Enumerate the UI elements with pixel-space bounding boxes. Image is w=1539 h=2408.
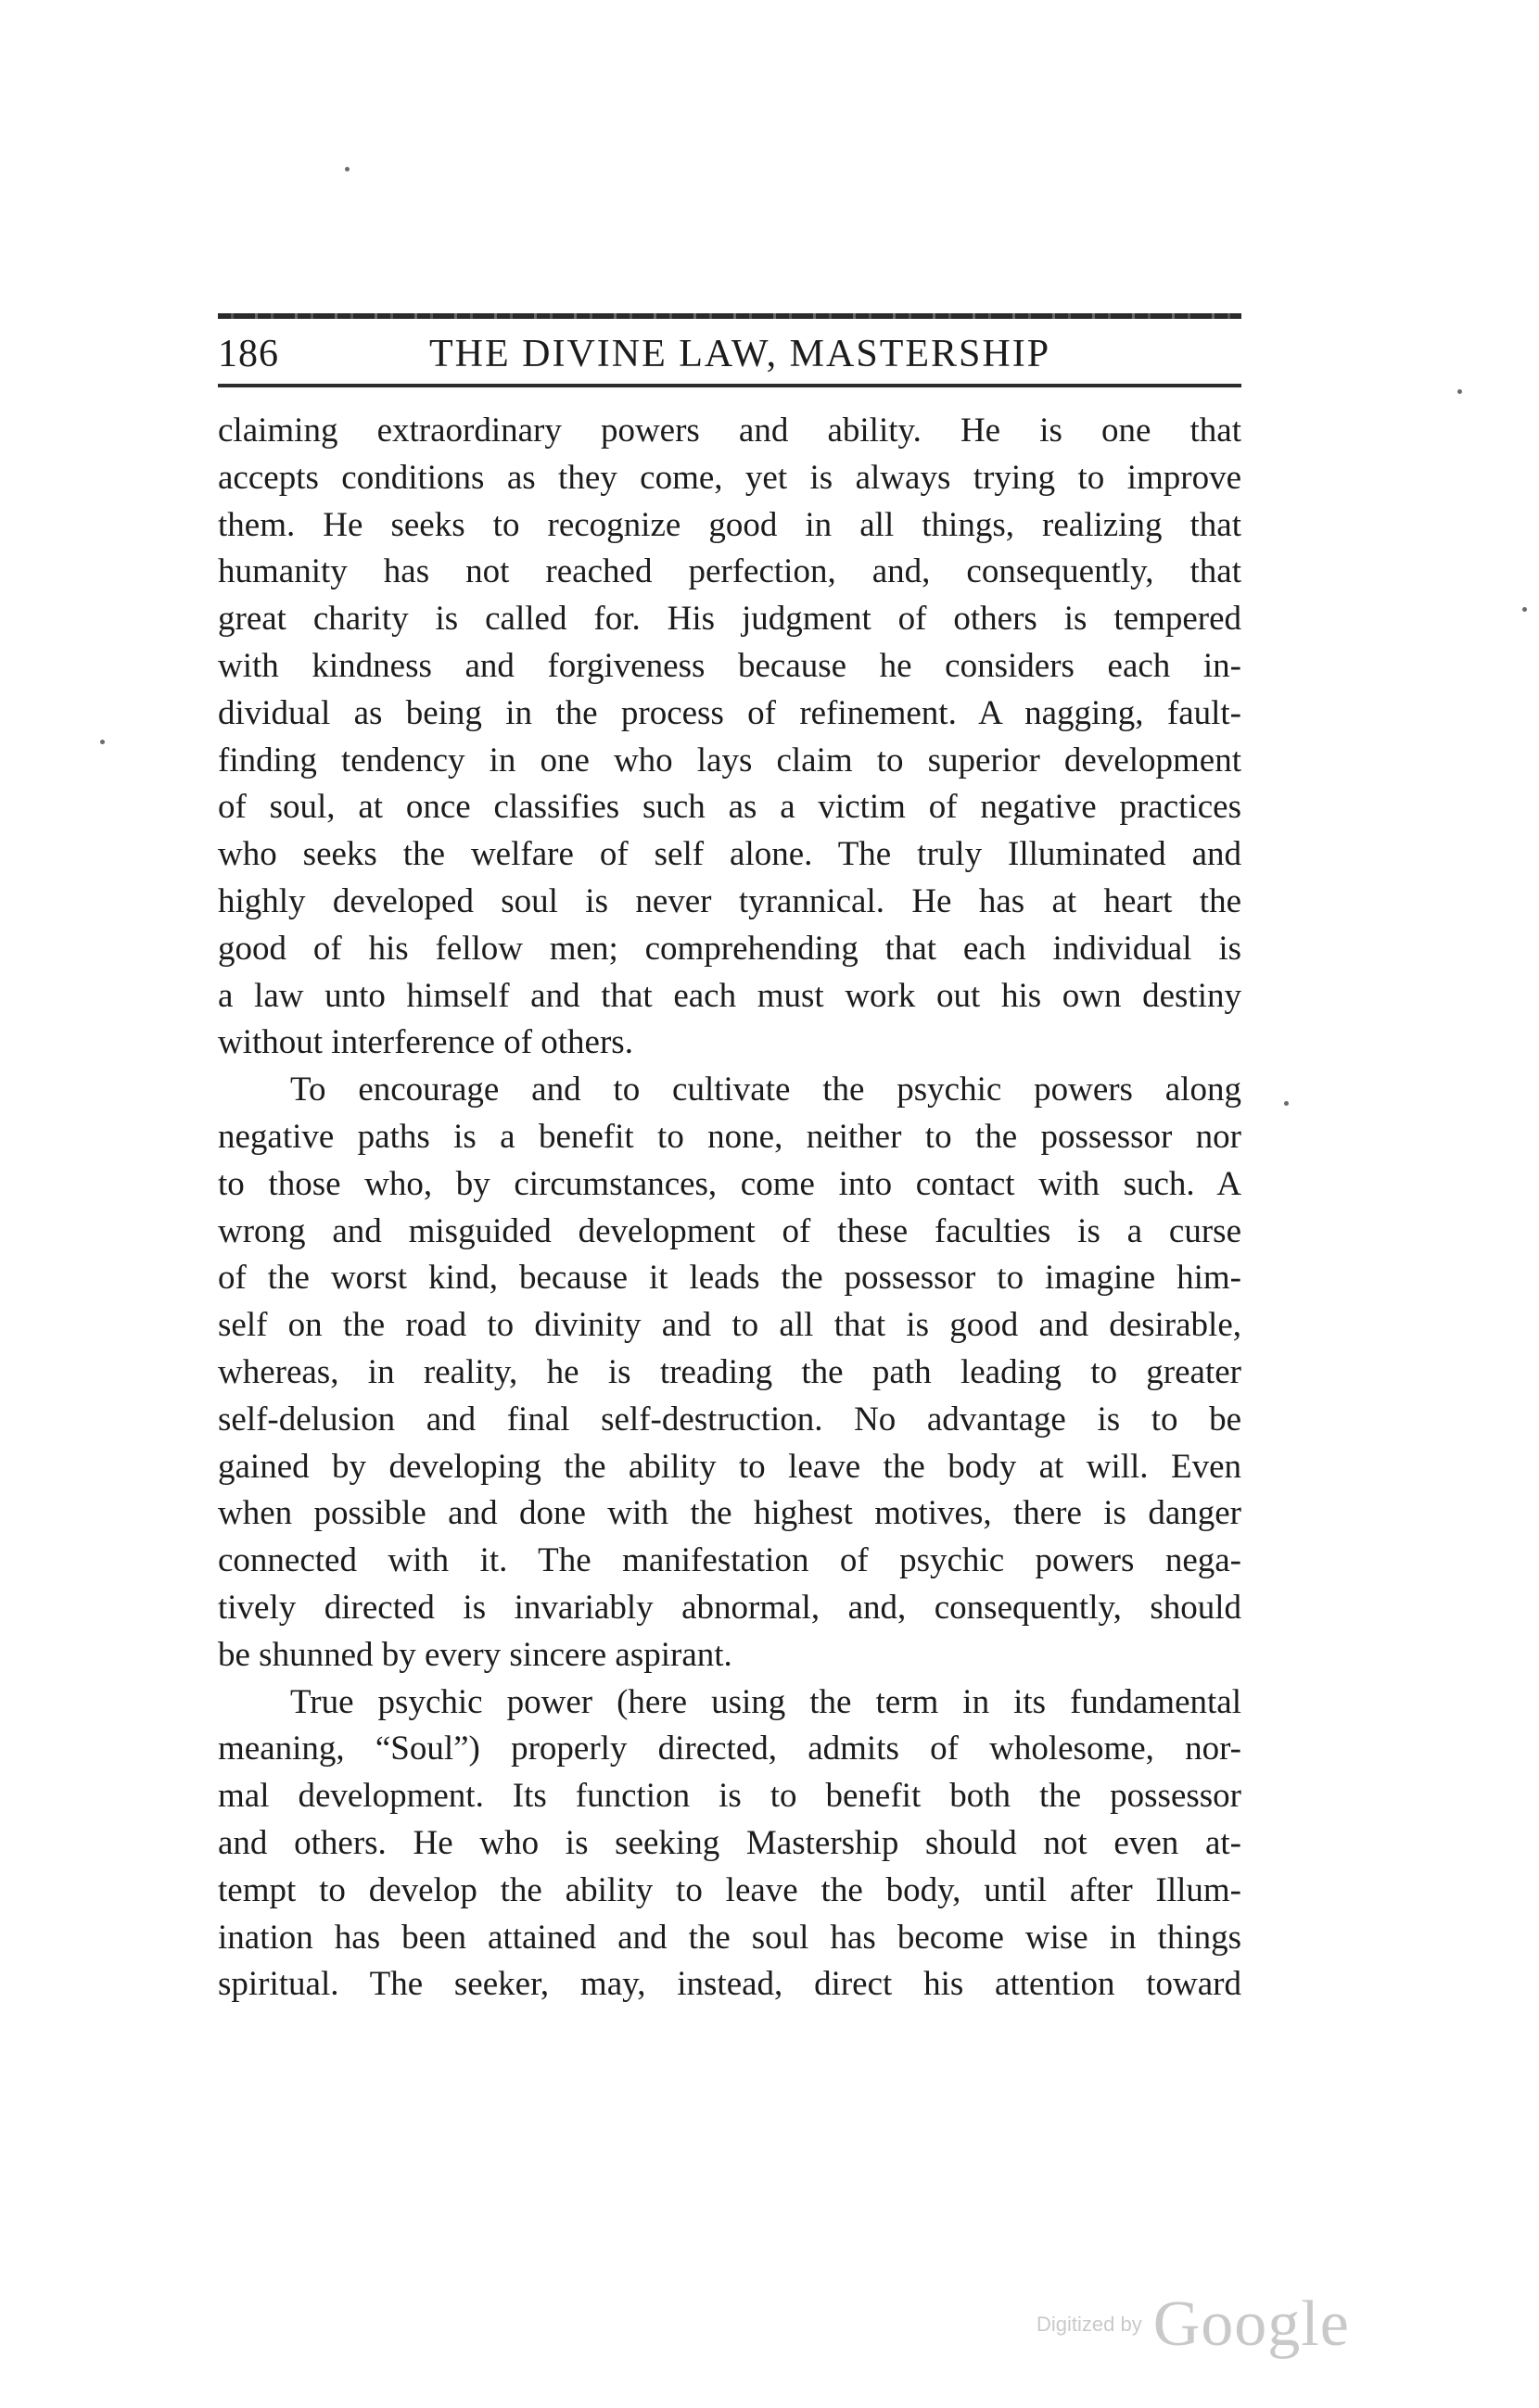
paragraph-3 bbox=[218, 1679, 1241, 2009]
text-line: negative paths is a benefit to none, neither to the possessor nor bbox=[218, 1117, 1241, 1156]
text-line: great charity is called for. His judgment of others is tempered bbox=[218, 600, 1241, 639]
scan-speck bbox=[1522, 607, 1527, 612]
text-line: meaning, “Soul”) properly directed, admits of wholesome, nor- bbox=[218, 1730, 1241, 1768]
header-top-rule bbox=[218, 313, 1241, 319]
text-line: wrong and misguided development of these faculties is a curse bbox=[218, 1211, 1241, 1250]
page-number: 186 bbox=[218, 333, 279, 375]
text-line: be shunned by every sincere aspirant. bbox=[218, 1635, 732, 1674]
scan-speck bbox=[100, 740, 105, 744]
text-line: claiming extraordinary powers and ability. He is one that bbox=[218, 412, 1241, 450]
text-line: finding tendency in one who lays claim to superior development bbox=[218, 741, 1241, 779]
header-bottom-rule bbox=[218, 384, 1241, 387]
text-line: ination has been attained and the soul has become wise in things bbox=[218, 1918, 1241, 1957]
text-line: To encourage and to cultivate the psychic powers along bbox=[290, 1071, 1241, 1109]
text-line: self-delusion and final self-destruction. No advantage is to be bbox=[218, 1400, 1241, 1438]
text-line: a law unto himself and that each must work out his own destiny bbox=[218, 976, 1241, 1015]
body-text bbox=[218, 408, 1241, 2009]
text-line: mal development. Its function is to benefit both the possessor bbox=[218, 1777, 1241, 1816]
text-line: spiritual. The seeker, may, instead, direct his attention toward bbox=[218, 1965, 1241, 2004]
scan-speck bbox=[1284, 1101, 1289, 1106]
text-line: connected with it. The manifestation of psychic powers nega- bbox=[218, 1541, 1241, 1580]
text-line: highly developed soul is never tyrannical. He has at heart the bbox=[218, 881, 1241, 920]
text-line: of soul, at once classifies such as a victim of negative practices bbox=[218, 788, 1241, 827]
text-line: whereas, in reality, he is treading the path leading to greater bbox=[218, 1352, 1241, 1391]
paragraph-1 bbox=[218, 408, 1241, 1067]
text-line: tempt to develop the ability to leave the body, until after Illum- bbox=[218, 1870, 1241, 1909]
text-line: self on the road to divinity and to all that is good and desirable, bbox=[218, 1306, 1241, 1345]
text-line: True psychic power (here using the term in its fundamental bbox=[290, 1682, 1241, 1721]
paragraph-2 bbox=[218, 1067, 1241, 1679]
text-line: dividual as being in the process of refinement. A nagging, fault- bbox=[218, 693, 1241, 732]
text-line: good of his fellow men; comprehending that each individual is bbox=[218, 929, 1241, 968]
digitized-watermark bbox=[1037, 2288, 1350, 2362]
running-head bbox=[218, 326, 1241, 391]
watermark-small-text: Digitized by bbox=[1037, 2313, 1142, 2336]
text-line: humanity has not reached perfection, and, consequently, that bbox=[218, 552, 1241, 591]
text-line: who seeks the welfare of self alone. The truly Illuminated and bbox=[218, 835, 1241, 874]
google-logo: Google bbox=[1152, 2288, 1350, 2360]
text-line: them. He seeks to recognize good in all things, realizing that bbox=[218, 505, 1241, 544]
text-line: to those who, by circumstances, come into contact with such. A bbox=[218, 1164, 1241, 1203]
text-line: when possible and done with the highest motives, there is danger bbox=[218, 1494, 1241, 1533]
text-line: with kindness and forgiveness because he considers each in- bbox=[218, 646, 1241, 685]
text-line: accepts conditions as they come, yet is always trying to improve bbox=[218, 458, 1241, 497]
running-title: THE DIVINE LAW, MASTERSHIP bbox=[429, 333, 1051, 375]
scan-speck bbox=[345, 167, 350, 171]
scan-speck bbox=[1457, 389, 1462, 394]
text-line: and others. He who is seeking Mastership should not even at- bbox=[218, 1823, 1241, 1862]
text-line: of the worst kind, because it leads the possessor to imagine him- bbox=[218, 1259, 1241, 1298]
text-line: without interference of others. bbox=[218, 1023, 633, 1062]
text-line: gained by developing the ability to leave the body at will. Even bbox=[218, 1447, 1241, 1486]
text-line: tively directed is invariably abnormal, and, consequently, should bbox=[218, 1588, 1241, 1627]
